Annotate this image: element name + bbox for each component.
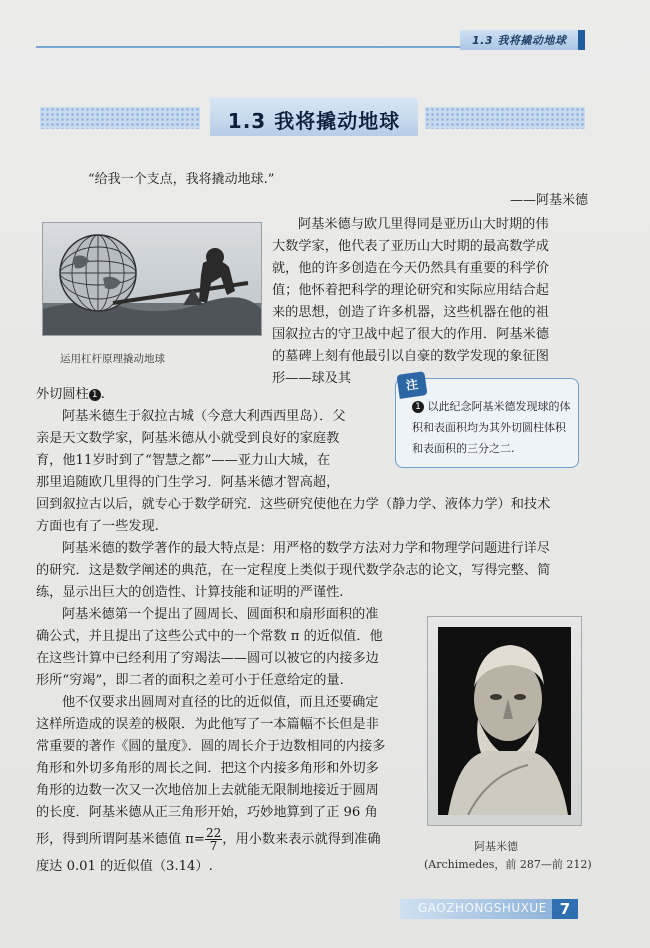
footer-series-label: GAOZHONGSHUXUE <box>418 901 547 915</box>
paragraph-archimedes-intro <box>272 214 602 390</box>
text-line: 阿基米德第一个提出了圆周长、圆面积和扇形面积的准 <box>62 607 379 622</box>
page-number: 7 <box>552 899 578 919</box>
footnote-marker: 1 <box>412 401 424 413</box>
text-line: 就，他的许多创造在今天仍然具有重要的科学价 <box>272 261 549 276</box>
fraction-22-over-7 <box>205 827 222 852</box>
text-line: 来的思想，创造了许多机器，这些机器在他的祖 <box>272 305 549 320</box>
epigraph-attribution: ——阿基米德 <box>510 193 589 208</box>
text-line: 在这些计算中已经利用了穷竭法——圆可以被它的内接多边 <box>36 651 379 666</box>
text-line: 亲是天文数学家，阿基米德从小就受到良好的家庭教 <box>36 431 340 446</box>
paragraph-works <box>36 538 596 604</box>
text-line: 角形的边数一次又一次地倍加上去就能无限制地接近于圆周 <box>36 783 379 798</box>
text-line: 值；他怀着把科学的理论研究和实际应用结合起 <box>272 283 549 298</box>
figure-lever-globe <box>42 222 262 336</box>
text-fragment: 外切圆柱 <box>36 387 89 402</box>
title-decoration-right <box>425 107 585 129</box>
paragraph-continuation: 外切圆柱 1 . <box>36 387 105 402</box>
text-line: 角形和外切多角形的周长之间．把这个内接多角形和外切多 <box>36 761 379 776</box>
section-title: 1.3 我将撬动地球 <box>227 109 401 133</box>
text-line: 方面也有了一些发现. <box>36 519 159 534</box>
paragraph-pi-approximation <box>36 692 416 878</box>
figure2-caption-name: 阿基米德 <box>474 840 518 853</box>
figure-archimedes-portrait <box>427 616 582 826</box>
text-line: 他不仅要求出圆周对直径的比的近似值，而且还要确定 <box>62 695 379 710</box>
lever-globe-illustration <box>43 223 261 335</box>
archimedes-portrait-illustration <box>438 627 571 815</box>
section-title-box <box>210 98 418 136</box>
text-fragment: 形，得到所谓阿基米德值 π= <box>36 832 205 847</box>
text-line: 度达 0.01 的近似值（3.14）. <box>36 859 213 874</box>
section-title-band <box>40 98 585 136</box>
text-line: 大数学家，他代表了亚历山大时期的最高数学成 <box>272 239 549 254</box>
text-line: 回到叙拉古以后，就专心于数学研究．这些研究使他在力学（静力学、液体力学）和技术 <box>36 497 551 512</box>
text-line: 的墓碑上刻有他最引以自豪的数学发现的象征图 <box>272 349 549 364</box>
figure1-caption: 运用杠杆原理撬动地球 <box>60 353 165 365</box>
text-line: 国叙拉古的守卫战中起了很大的作用．阿基米德 <box>272 327 549 342</box>
text-line: 育，他11岁时到了“智慧之都”——亚力山大城，在 <box>36 453 331 468</box>
text-line: 确公式，并且提出了这些公式中的一个常数 π 的近似值．他 <box>36 629 383 644</box>
paragraph-biography <box>36 406 550 538</box>
text-line: 的研究．这是数学阐述的典范，在一定程度上类似于现代数学杂志的论文，写得完整、简 <box>36 563 551 578</box>
text-line: 阿基米德的数学著作的最大特点是：用严格的数学方法对力学和物理学问题进行详尽 <box>62 541 550 556</box>
header-tab-accent <box>578 30 585 50</box>
fraction-numerator: 22 <box>205 826 222 840</box>
text-fragment: ，用小数来表示就得到准确 <box>222 832 381 847</box>
text-line: 形所“穷竭”，即二者的面积之差可小于任意给定的量. <box>36 673 344 688</box>
portrait-image <box>438 627 571 815</box>
text-line: 的长度．阿基米德从正三角形开始，巧妙地算到了正 96 角 <box>36 805 378 820</box>
fraction-denominator: 7 <box>209 839 218 853</box>
paragraph-circle-formulas <box>36 604 416 692</box>
formula-line <box>36 824 416 856</box>
text-line: 阿基米德与欧几里得同是亚历山大时期的伟 <box>298 217 549 232</box>
text-line: 这样所造成的误差的极限．为此他写了一本篇幅不长但是非 <box>36 717 379 732</box>
running-header: 1.3 我将撬动地球 <box>472 34 567 47</box>
figure2-caption-dates: (Archimedes，前 287—前 212) <box>424 858 592 871</box>
footnote-reference: 1 <box>89 389 101 401</box>
title-decoration-left <box>40 107 200 129</box>
text-line: 阿基米德生于叙拉古城（今意大利西西里岛）．父 <box>62 409 346 424</box>
text-line: 那里追随欧几里得的门生学习．阿基米德才智高超， <box>36 475 340 490</box>
text-line: 常重要的著作《圆的量度》．圆的周长介于边数相同的内接多 <box>36 739 386 754</box>
note-badge: 注 <box>396 371 427 399</box>
side-note-body: 以此纪念阿基米德发现球的体积和表面积均为其外切圆柱体积和表面积的三分之二. <box>412 400 571 455</box>
epigraph-quote: “给我一个支点，我将撬动地球.” <box>88 172 275 187</box>
text-line: 形——球及其 <box>272 371 352 386</box>
text-line: 练，显示出巨大的创造性、计算技能和证明的严谨性. <box>36 585 344 600</box>
